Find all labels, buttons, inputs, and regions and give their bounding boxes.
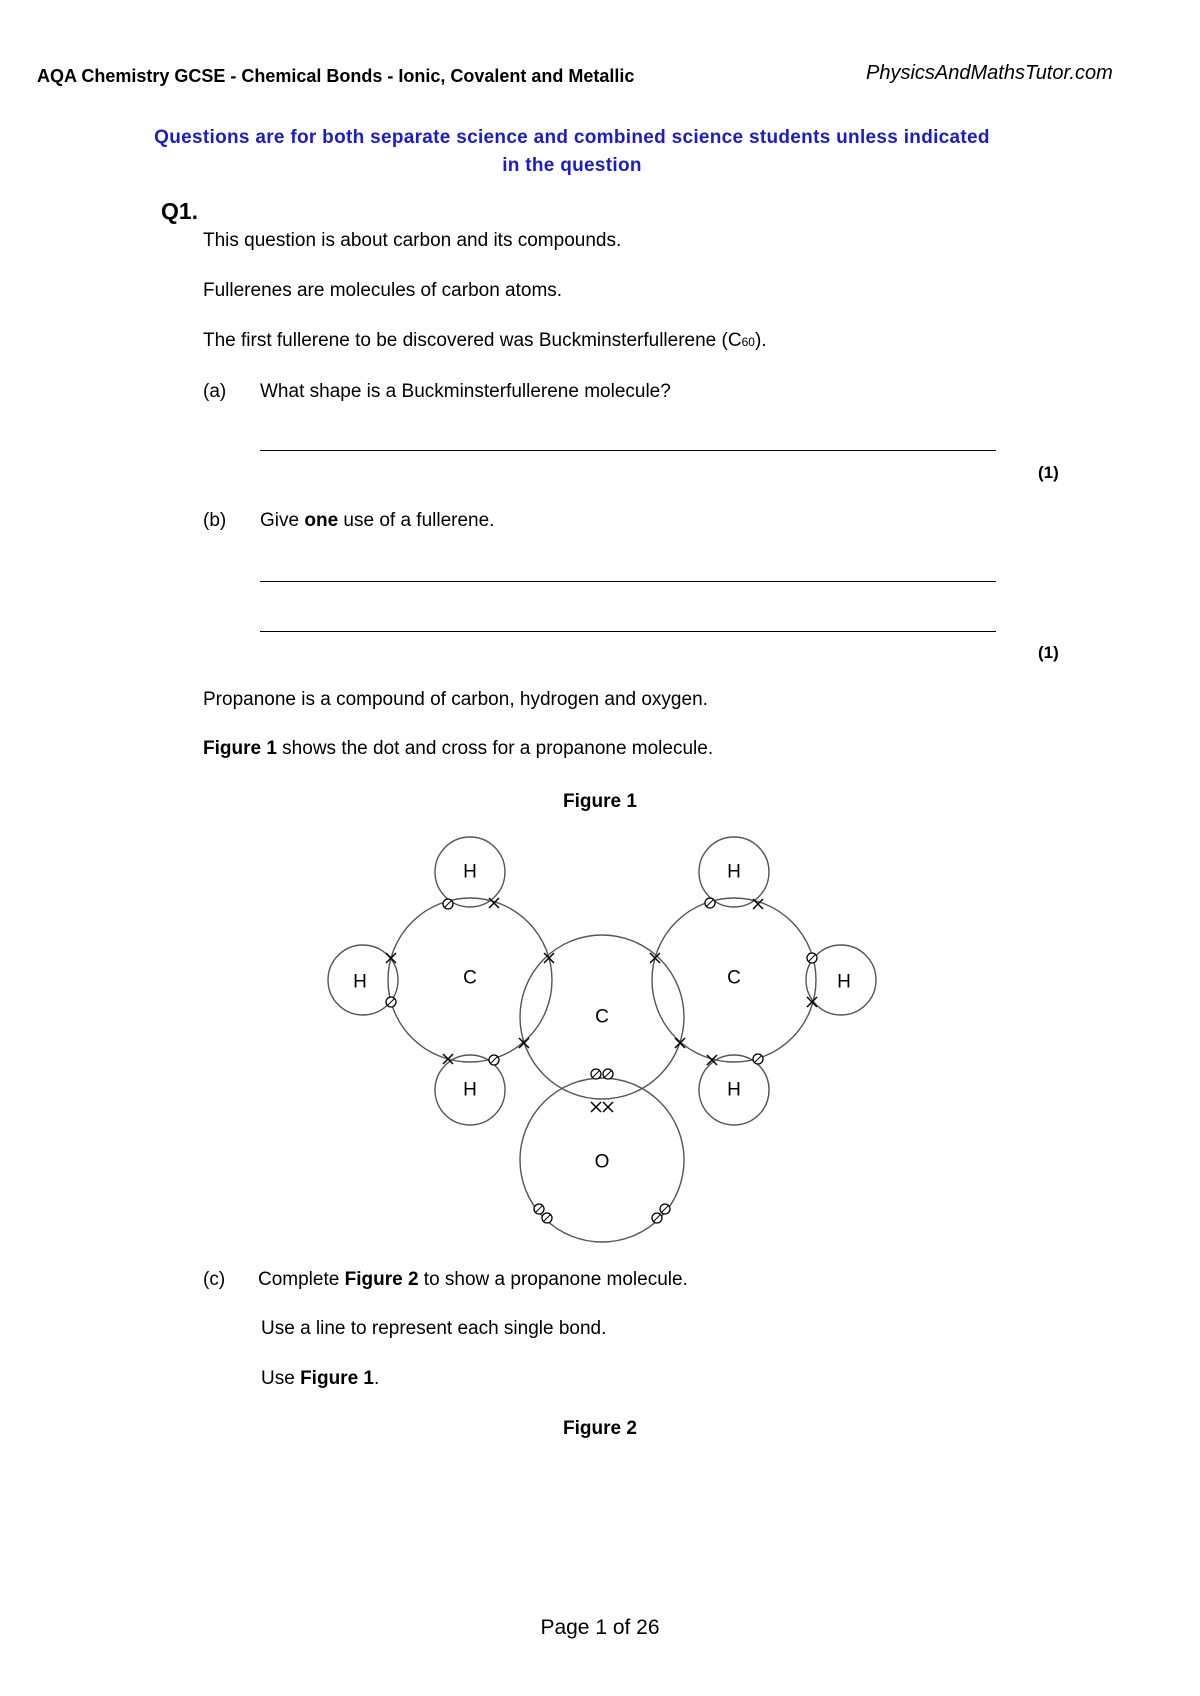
intro-3-text: The first fullerene to be discovered was Buckminsterfullerene (C xyxy=(203,330,742,351)
intro-2: Fullerenes are molecules of carbon atoms. xyxy=(203,280,563,301)
part-c-line-1-start: Complete xyxy=(258,1269,345,1290)
part-c-label: (c) xyxy=(203,1269,226,1290)
page-number: Page 1 of 26 xyxy=(540,1616,660,1639)
marks-b: (1) xyxy=(1038,643,1059,662)
intro-3-end: ). xyxy=(754,330,767,351)
header-title: AQA Chemistry GCSE - Chemical Bonds - Ionic, Covalent and Metallic xyxy=(37,66,635,86)
part-b-label: (b) xyxy=(203,510,227,531)
marks-a: (1) xyxy=(1038,463,1059,482)
electron-dot xyxy=(753,1054,763,1064)
part-c-line-3-start: Use xyxy=(261,1368,301,1389)
part-c-line-2: Use a line to represent each single bond. xyxy=(261,1318,607,1339)
electron-dot xyxy=(443,899,453,909)
part-c-line-3-bold: Figure 1 xyxy=(300,1368,374,1389)
header-site: PhysicsAndMathsTutor.com xyxy=(866,62,1113,84)
intro-3-subscript: 60 xyxy=(741,335,755,349)
electron-cross xyxy=(591,1102,601,1112)
part-b-text-end: use of a fullerene. xyxy=(338,510,495,531)
atom-c-center: C xyxy=(595,1006,609,1028)
electron-dot xyxy=(705,898,715,908)
part-c-line-1 xyxy=(258,1269,688,1291)
electron-dot xyxy=(603,1069,613,1079)
part-c-line-1-bold: Figure 2 xyxy=(344,1269,419,1290)
notice-line-1: Questions are for both separate science and combined science students unless indicated xyxy=(154,127,990,148)
atom-h-top-left: H xyxy=(463,861,477,883)
atom-h-bottom-right: H xyxy=(727,1079,741,1101)
atom-h-top-right: H xyxy=(727,861,741,883)
electron-cross xyxy=(386,953,396,963)
part-c-line-3-end: . xyxy=(373,1368,380,1389)
part-c-line-1-end: to show a propanone molecule. xyxy=(418,1269,688,1290)
electron-dot xyxy=(652,1213,662,1223)
electron-dot xyxy=(534,1204,544,1214)
electron-dot xyxy=(542,1213,552,1223)
propanone-text-2-rest: shows the dot and cross for a propanone molecule. xyxy=(276,738,714,759)
electron-dot xyxy=(489,1055,499,1065)
electron-dot xyxy=(660,1204,670,1214)
part-a-label: (a) xyxy=(203,381,227,402)
atom-c-left: C xyxy=(463,967,477,989)
propanone-text-2-bold: Figure 1 xyxy=(203,738,277,759)
propanone-text-1: Propanone is a compound of carbon, hydrogen and oxygen. xyxy=(203,689,708,710)
part-a-text: What shape is a Buckminsterfullerene molecule? xyxy=(260,381,671,402)
part-c-line-3 xyxy=(261,1368,379,1390)
electron-cross xyxy=(519,1038,529,1048)
electron-cross xyxy=(603,1102,613,1112)
atom-c-right: C xyxy=(727,967,741,989)
electron-cross xyxy=(753,899,763,909)
electron-dot xyxy=(386,997,396,1007)
part-b-text-bold: one xyxy=(304,510,339,531)
figure-2-title: Figure 2 xyxy=(563,1418,637,1439)
atom-h-right: H xyxy=(837,971,851,993)
electron-dot xyxy=(591,1069,601,1079)
atom-h-bottom-left: H xyxy=(463,1079,477,1101)
part-b-text-start: Give xyxy=(260,510,305,531)
figure-1-title: Figure 1 xyxy=(563,791,637,812)
question-number: Q1. xyxy=(161,198,199,224)
electron-cross xyxy=(675,1038,685,1048)
atom-o: O xyxy=(594,1151,610,1173)
atom-h-left: H xyxy=(353,971,367,993)
intro-1: This question is about carbon and its compounds. xyxy=(203,230,622,251)
notice-line-2: in the question xyxy=(502,155,642,176)
electron-dot xyxy=(807,953,817,963)
